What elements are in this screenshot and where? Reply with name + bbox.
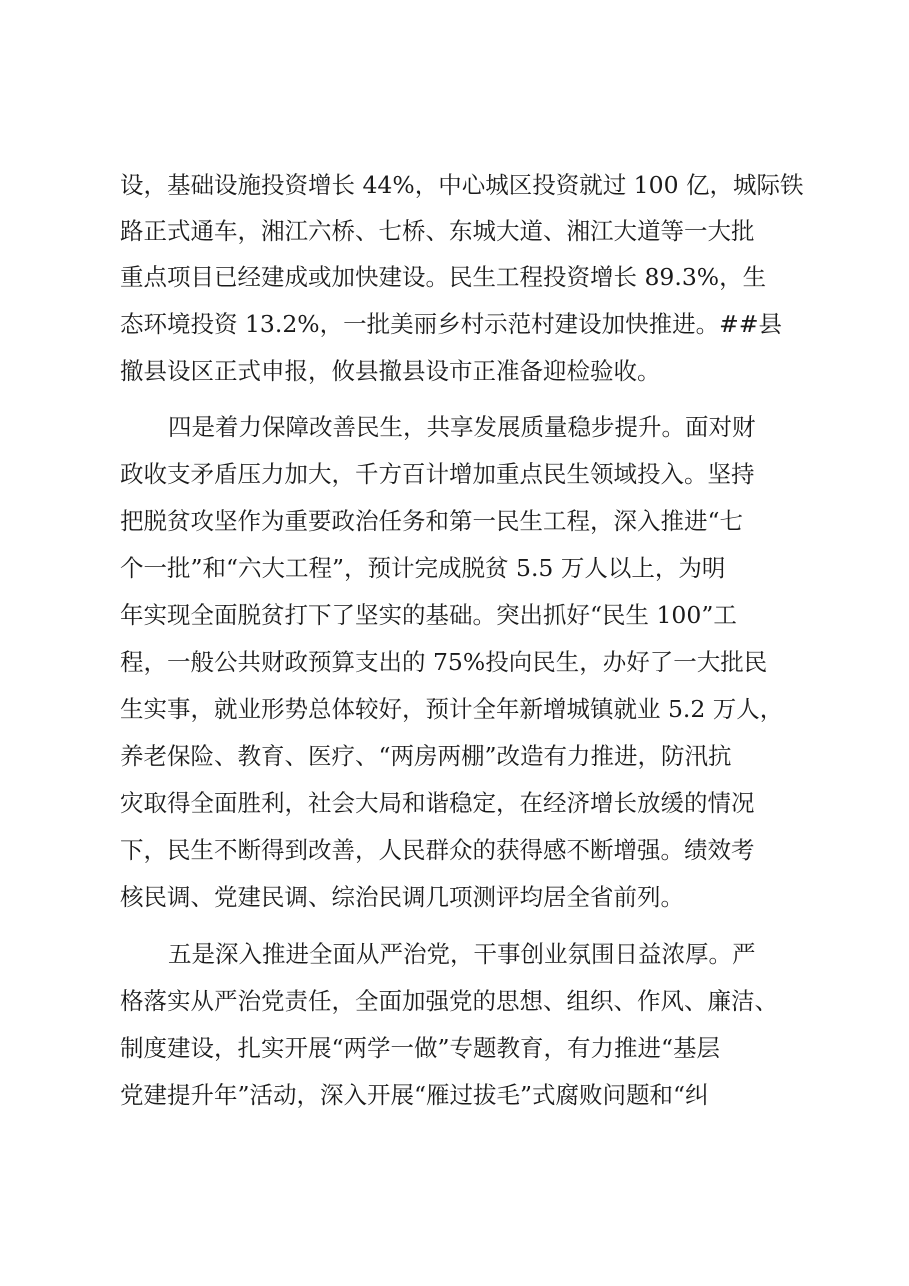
text-line: 设，基础设施投资增长 44%，中心城区投资就过 100 亿，城际铁 <box>120 171 804 199</box>
text-line: 政收支矛盾压力加大，千方百计增加重点民生领域投入。坚持 <box>120 460 755 488</box>
text-line: 程，一般公共财政预算支出的 75%投向民生，办好了一大批民 <box>120 648 768 676</box>
text-line: 重点项目已经建成或加快建设。民生工程投资增长 89.3%，生 <box>120 263 767 291</box>
text-line: 路正式通车，湘江六桥、七桥、东城大道、湘江大道等一大批 <box>120 217 755 245</box>
paragraph-start-line: 四是着力保障改善民生，共享发展质量稳步提升。面对财 <box>168 413 756 441</box>
text-line: 把脱贫攻坚作为重要政治任务和第一民生工程，深入推进“七 <box>120 507 744 535</box>
text-line: 生实事，就业形势总体较好，预计全年新增城镇就业 5.2 万人， <box>120 695 784 723</box>
text-line: 撤县设区正式申报，攸县撤县设市正准备迎检验收。 <box>120 357 661 385</box>
paragraph-start-line: 五是深入推进全面从严治党，干事创业氛围日益浓厚。严 <box>168 940 756 968</box>
text-line: 下，民生不断得到改善，人民群众的获得感不断增强。绩效考 <box>120 836 755 864</box>
text-line: 制度建设，扎实开展“两学一做”专题教育，有力推进“基层 <box>120 1034 721 1062</box>
text-line: 个一批”和“六大工程”，预计完成脱贫 5.5 万人以上，为明 <box>120 554 726 582</box>
text-line: 养老保险、教育、医疗、“两房两棚”改造有力推进，防汛抗 <box>120 742 732 770</box>
text-line: 态环境投资 13.2%，一批美丽乡村示范村建设加快推进。##县 <box>120 310 783 338</box>
text-line: 党建提升年”活动，深入开展“雁过拔毛”式腐败问题和“纠 <box>120 1081 709 1109</box>
text-line: 灾取得全面胜利，社会大局和谐稳定，在经济增长放缓的情况 <box>120 789 755 817</box>
text-line: 年实现全面脱贫打下了坚实的基础。突出抓好“民生 100”工 <box>120 601 737 629</box>
text-line: 格落实从严治党责任，全面加强党的思想、组织、作风、廉洁、 <box>120 987 778 1015</box>
text-line: 核民调、党建民调、综治民调几项测评均居全省前列。 <box>120 883 684 911</box>
